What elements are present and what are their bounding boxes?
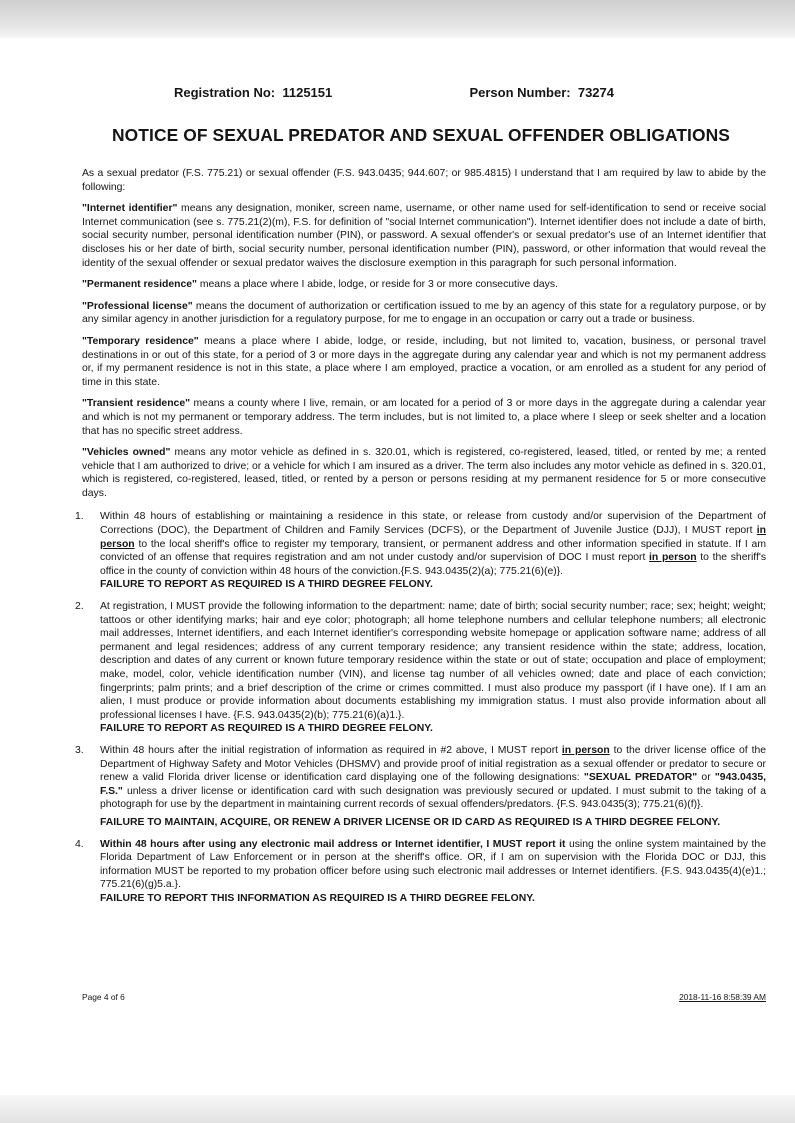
felony-warning: FAILURE TO REPORT AS REQUIRED IS A THIRD DEGREE FELONY. [100, 723, 433, 735]
page-title: NOTICE OF SEXUAL PREDATOR AND SEXUAL OFFENDER OBLIGATIONS [112, 125, 730, 145]
definition-vehicles-owned: "Vehicles owned" means any motor vehicle as defined in s. 320.01, which is registered, co-registered, leased, titled, or rented by me; a rented vehicle that I am authorized to drive; or a vehicle for which I am insured as a driver. The term also includes any motor vehicle as defined in s. 320.01, which is registered, co-registered, leased, titled, or rented by a person or persons residing at my permanent residence for 5 or more consecutive days. [82, 447, 766, 499]
definition-internet-identifier: "Internet identifier" means any designation, moniker, screen name, username, or other name used for self-identification to send or receive social Internet communication (see s. 775.21(2)(m), F.S. for definition of "social Internet communication"). Internet identifier does not include a date of birth, social security number, personal identification number (PIN), or password. A sexual offender's or sexual predator's use of an Internet identifier that discloses his or her date of birth, social security number, personal identification number (PIN), password, or other information that would reveal the identity of the sexual offender or sexual predator waives the disclosure exemption in this paragraph for such personal information. [82, 203, 767, 269]
item-number: 1. [75, 511, 84, 523]
felony-warning: FAILURE TO REPORT AS REQUIRED IS A THIRD DEGREE FELONY. [100, 579, 433, 591]
item-number: 3. [75, 744, 84, 756]
registration-header [174, 84, 614, 101]
document-page [75, 84, 767, 914]
scan-edge-bottom [0, 1095, 795, 1123]
page-number: Page 4 of 6 [82, 992, 125, 1002]
list-item: 3. Within 48 hours after the initial registration of information as required in #2 above, I MUST report in person to the driver license office of the Department of Highway Safety and Motor Vehicles (DHSMV) and provide proof of initial registration as a sexual offender or predator to secure or renew a valid Florida driver license or identification card displaying one of the following designations: "SEXUAL PREDATOR" or "943.0435, F.S." unless a driver license or identification card with such designation was previously secured or updated. I must submit to the taking of a photograph for use by the department in maintaining current records of sexual offenders/predators. {F.S. 943.0435(3); 775.21(6)(f)}. FAILURE TO MAINTAIN, ACQUIRE, OR RENEW A DRIVER LICENSE OR ID CARD AS REQUIRED IS A THIRD DEGREE FELONY. [75, 744, 767, 828]
intro-paragraph: As a sexual predator (F.S. 775.21) or sexual offender (F.S. 943.0435; 944.607; or 985.4815) I understand that I am required by law to abide by the following: [82, 168, 766, 193]
definition-professional-license: "Professional license" means the document of authorization or certification issued to me by an agency of this state for a regulatory purpose, or by any similar agency in another jurisdiction for a regulatory purpose, for me to engage in an occupation or carry out a trade or business. [82, 300, 766, 326]
list-item: 4. Within 48 hours after using any electronic mail address or Internet identifier, I MUST report it using the online system maintained by the Florida Department of Law Enforcement or in person at the sheriff's office. OR, if I am on supervision with the Florida DOC or DJJ, this information MUST be reported to my probation officer before using such electronic mail addresses or Internet identifiers. {F.S. 943.0435(4)(e)1.; 775.21(6)(g)5.a.}. FAILURE TO REPORT THIS INFORMATION AS REQUIRED IS A THIRD DEGREE FELONY. [75, 838, 766, 904]
page-footer [82, 992, 766, 1003]
felony-warning: FAILURE TO MAINTAIN, ACQUIRE, OR RENEW A DRIVER LICENSE OR ID CARD AS REQUIRED IS A THIRD DEGREE FELONY. [100, 816, 721, 828]
definition-permanent-residence: "Permanent residence" means a place where I abide, lodge, or reside for 3 or more consecutive days. [82, 279, 558, 291]
definition-transient-residence: "Transient residence" means a county where I live, remain, or am located for a period of 3 or more days in the aggregate during a calendar year and which is not my permanent or temporary address. The term includes, but is not limited to, a place where I sleep or seek shelter and a location that has no specific street address. [82, 398, 767, 437]
list-item: 1. Within 48 hours of establishing or maintaining a residence in this state, or release from custody and/or supervision of the Department of Corrections (DOC), the Department of Children and Family Services (DCFS), or the Department of Juvenile Justice (DJJ), I MUST report in person to the local sheriff's office to register my temporary, transient, or permanent address and other information specified in statute. If I am convicted of an offense that requires registration and am not under custody and/or supervision of DOC I must report in person to the sheriff's office in the county of conviction within 48 hours of the conviction.{F.S. 943.0435(2)(a); 775.21(6)(e)}. FAILURE TO REPORT AS REQUIRED IS A THIRD DEGREE FELONY. [75, 511, 767, 591]
list-item: 2. At registration, I MUST provide the following information to the department: name; date of birth; social security number; race; sex; height; weight; tattoos or other identifying marks; hair and eye color; photograph; all home telephone numbers and cellular telephone numbers; all electronic mail addresses, Internet identifiers, and each Internet identifier's corresponding website homepage or application software name; address of all permanent and legal residences; address of any current temporary residence; any transient residence within the state; address, location, description and dates of any current or known future temporary residence within the state or out of state; occupation and place of employment; make, model, color, vehicle identification number (VIN), and license tag number of all vehicles owned; date and place of each conviction; fingerprints; palm prints; and a brief description of the crime or crimes committed. I must also produce my passport (if I have one). If I am an alien, I must produce or provide information about documents establishing my immigration status. I must also provide information about all professional licenses I have. {F.S. 943.0435(2)(b); 775.21(6)(a)1.}. FAILURE TO REPORT AS REQUIRED IS A THIRD DEGREE FELONY. [75, 601, 766, 735]
scan-edge-top [0, 0, 795, 38]
definition-temporary-residence: "Temporary residence" means a place where I abide, lodge, or reside, including, but not limited to, vacation, business, or personal travel destinations in or out of this state, for a period of 3 or more days in the aggregate during any calendar year and which is not my permanent address or, if my permanent residence is not in this state, a place where I am employed, practice a vocation, or am enrolled as a student for any period of time in this state. [82, 335, 766, 388]
obligations-list [75, 510, 767, 905]
person-number: Person Number: 73274 [469, 85, 614, 100]
print-timestamp: 2018-11-16 8:58:39 AM [679, 992, 766, 1002]
felony-warning: FAILURE TO REPORT THIS INFORMATION AS REQUIRED IS A THIRD DEGREE FELONY. [100, 892, 535, 904]
item-number: 4. [75, 838, 84, 850]
registration-number: Registration No: 1125151 [174, 85, 333, 100]
item-number: 2. [75, 601, 84, 613]
